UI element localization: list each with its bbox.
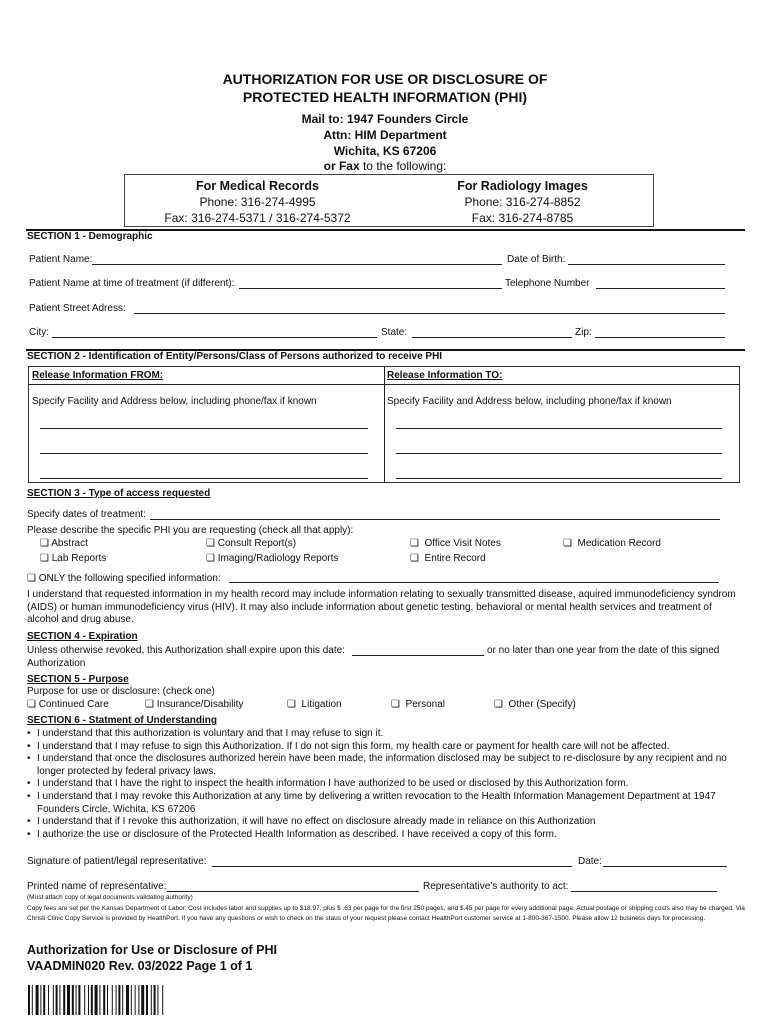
release-info-box [28, 366, 740, 483]
understanding-item: • I understand that I may revoke this Authorization at any time by delivering a written revocation to the Health Information Management Department at 1947 Founders Circle, Wichita, KS 67206 [27, 791, 745, 816]
release-from-line-3[interactable] [40, 478, 368, 479]
understanding-text: I understand that if I revoke this authorization, it will have no effect on disclosure already made in reliance on this Authorization [37, 816, 596, 828]
barcode-icon [28, 985, 224, 1015]
radiology-phone: Phone: 316-274-8852 [464, 195, 581, 209]
fax-lead: or Fax [323, 159, 360, 173]
zip-field[interactable] [595, 337, 725, 338]
checkbox-icon[interactable]: ❏ [391, 699, 400, 710]
purpose-insurance[interactable] [145, 699, 243, 711]
radiology-heading: For Radiology Images [457, 179, 588, 193]
name-at-treatment-field[interactable] [239, 288, 502, 289]
section2-title: SECTION 2 - Identification of Entity/Persons/Class of Persons authorized to receive PHI [27, 351, 443, 362]
form-title-line2: PROTECTED HEALTH INFORMATION (PHI) [242, 89, 528, 105]
understanding-item: • I authorize the use or disclosure of the Protected Health Information as described. I have received a copy of this form. [27, 829, 745, 842]
purpose-other-label: Other (Specify) [508, 699, 576, 710]
medical-records-phone: Phone: 316-274-4995 [199, 195, 316, 209]
checkbox-icon[interactable]: ❏ [410, 538, 419, 549]
release-from-line-1[interactable] [40, 428, 368, 429]
release-to-hint: Specify Facility and Address below, including phone/fax if known [387, 396, 672, 407]
checkbox-icon[interactable]: ❏ [206, 553, 215, 564]
purpose-continued-care[interactable] [27, 699, 109, 711]
understanding-item: • I understand that I may refuse to sign this Authorization. If I do not sign this form, my health care or payment for health care will not be affected. [27, 741, 745, 754]
fax-instruction [0, 159, 770, 174]
attach-note: (Must attach copy of legal documents validating authority) [27, 894, 193, 901]
option-lab-reports-label: Lab Reports [51, 553, 107, 564]
release-from-label: Release Information FROM: [32, 370, 164, 381]
contact-box [124, 174, 654, 227]
purpose-label: Purpose for use or disclosure: (check one) [27, 686, 215, 697]
release-to-line-3[interactable] [396, 478, 722, 479]
checkbox-icon[interactable]: ❏ [287, 699, 296, 710]
purpose-litigation[interactable] [287, 699, 342, 711]
medical-records-heading: For Medical Records [196, 179, 319, 193]
section3-title: SECTION 3 - Type of access requested [27, 488, 211, 499]
purpose-litigation-label: Litigation [301, 699, 342, 710]
patient-name-label: Patient Name: [29, 254, 93, 265]
option-imaging-reports-label: Imaging/Radiology Reports [217, 553, 339, 564]
option-lab-reports[interactable] [40, 553, 106, 565]
understanding-text: I understand that once the disclosures authorized herein have been made, the information disclosed may be subject to re-disclosure by any recipient and no longer protected by federal privacy laws. [37, 753, 727, 777]
release-to-line-1[interactable] [396, 428, 722, 429]
understanding-list [27, 728, 745, 841]
city-label: City: [29, 327, 49, 338]
checkbox-icon[interactable]: ❏ [145, 699, 154, 710]
only-following-label: ONLY the following specified information: [38, 573, 221, 584]
understanding-text: I understand that I have the right to inspect the health information I have authorized to be used or disclosed by this Authorization form. [37, 778, 629, 790]
mail-address-line2: Attn: HIM Department [323, 128, 447, 142]
expiration-text-c: Authorization [27, 658, 86, 669]
radiology-fax: Fax: 316-274-8785 [471, 211, 574, 225]
purpose-personal-label: Personal [405, 699, 445, 710]
understanding-text: I understand that I may refuse to sign this Authorization. If I do not sign this form, my health care or payment for health care will not be affected. [37, 740, 670, 752]
medical-records-contact [125, 178, 390, 226]
dob-label: Date of Birth: [507, 254, 566, 265]
purpose-continued-care-label: Continued Care [38, 699, 109, 710]
dates-of-treatment-label: Specify dates of treatment: [27, 509, 146, 520]
signature-date-label: Date: [578, 856, 602, 867]
purpose-other[interactable] [494, 699, 576, 711]
footer-title: Authorization for Use or Disclosure of PHI [27, 943, 278, 957]
checkbox-icon[interactable]: ❏ [27, 699, 36, 710]
state-label: State: [381, 327, 408, 338]
telephone-label: Telephone Number [505, 278, 590, 289]
checkbox-icon[interactable]: ❏ [563, 538, 572, 549]
signature-field[interactable] [212, 866, 572, 867]
signature-label: Signature of patient/legal representative: [27, 856, 207, 867]
option-medication-record[interactable] [563, 538, 661, 550]
fax-rest: to the following: [359, 159, 447, 173]
telephone-field[interactable] [596, 288, 725, 289]
patient-name-field[interactable] [92, 264, 502, 265]
checkbox-icon[interactable]: ❏ [40, 553, 49, 564]
footer-form-id: VAADMIN020 Rev. 03/2022 Page 1 of 1 [27, 959, 253, 973]
release-box-header-rule [29, 384, 739, 385]
dob-field[interactable] [568, 264, 725, 265]
checkbox-icon[interactable]: ❏ [206, 538, 215, 549]
form-title-line1: AUTHORIZATION FOR USE OR DISCLOSURE OF [222, 71, 548, 87]
checkbox-icon[interactable]: ❏ [494, 699, 503, 710]
option-entire-record[interactable] [410, 553, 486, 565]
street-field[interactable] [134, 313, 725, 314]
state-field[interactable] [412, 337, 572, 338]
option-office-visit-notes-label: Office Visit Notes [424, 538, 501, 549]
understanding-text: I authorize the use or disclosure of the Protected Health Information as described. I have received a copy of this form. [37, 828, 557, 840]
city-field[interactable] [52, 337, 377, 338]
option-entire-record-label: Entire Record [424, 553, 486, 564]
understanding-item: • I understand that I have the right to inspect the health information I have authorized to be used or disclosed by this Authorization form. [27, 778, 745, 791]
describe-phi-label: Please describe the specific PHI you are requesting (check all that apply): [27, 525, 354, 536]
release-from-line-2[interactable] [40, 453, 368, 454]
understanding-text: I understand that this authorization is voluntary and that I may refuse to sign it. [37, 728, 384, 739]
only-following-field[interactable] [229, 582, 719, 583]
authority-field[interactable] [571, 891, 717, 892]
mail-address-line3: Wichita, KS 67206 [333, 144, 437, 158]
section6-title: SECTION 6 - Statment of Understanding [27, 715, 218, 726]
option-only-following[interactable] [27, 573, 221, 585]
copy-fees-note: Copy fees are set per the Kansas Department of Labor. Cost includes labor and supplies up to $18.97, plus $ .63 per page for the first 250 pages, and $.45 per page for every additional page. Actual postage or shipping costs also may be charged. Via Christi Clinic Copy Service is provided by HealthPort. If you have any questions or wish to check on the staus of your request please contact HealthPort customer service at 1-800-367-1500. Please allow 12 business days for processing. [27, 905, 745, 922]
checkbox-icon[interactable]: ❏ [27, 573, 36, 584]
sensitive-info-statement: I understand that requested information in my health record may include information relating to sexually transmitted disease, aquired immunodeficiency syndrom (AIDS) or human immunodeficiency virus (HIV). It may also include information about genetic testing, behavioral or mental health services and treatment of alcohol and drug abuse. [27, 589, 736, 625]
expiration-text-a: Unless otherwise revoked, this Authorization shall expire upon this date: [27, 645, 345, 656]
option-consult-reports-label: Consult Report(s) [217, 538, 297, 549]
section4-title: SECTION 4 - Expiration [27, 631, 138, 642]
purpose-insurance-label: Insurance/Disability [156, 699, 244, 710]
checkbox-icon[interactable]: ❏ [40, 538, 49, 549]
radiology-contact [390, 178, 655, 226]
authority-label: Representative’s authority to act: [423, 881, 569, 892]
option-abstract[interactable] [40, 538, 88, 550]
option-office-visit-notes[interactable] [410, 538, 501, 550]
medical-records-fax: Fax: 316-274-5371 / 316-274-5372 [164, 211, 351, 225]
mail-address-line1: Mail to: 1947 Founders Circle [301, 112, 469, 126]
understanding-item: • I understand that if I revoke this authorization, it will have no effect on disclosure already made in reliance on this Authorization [27, 816, 745, 829]
dates-of-treatment-field[interactable] [150, 519, 720, 520]
name-at-treatment-label: Patient Name at time of treatment (if different): [29, 278, 235, 289]
release-from-hint: Specify Facility and Address below, including phone/fax if known [32, 396, 317, 407]
option-consult-reports[interactable] [206, 538, 296, 550]
section5-title: SECTION 5 - Purpose [27, 674, 129, 685]
release-to-label: Release Information TO: [387, 370, 503, 381]
section1-title: SECTION 1 - Demographic [27, 231, 153, 242]
expiration-date-field[interactable] [352, 655, 484, 656]
option-imaging-reports[interactable] [206, 553, 338, 565]
expiration-text-b: or no later than one year from the date of this signed [487, 645, 720, 656]
signature-date-field[interactable] [603, 866, 727, 867]
printed-name-label: Printed name of representative: [27, 881, 167, 892]
purpose-personal[interactable] [391, 699, 445, 711]
zip-label: Zip: [575, 327, 592, 338]
checkbox-icon[interactable]: ❏ [410, 553, 419, 564]
option-medication-record-label: Medication Record [577, 538, 661, 549]
printed-name-field[interactable] [167, 891, 419, 892]
option-abstract-label: Abstract [51, 538, 88, 549]
understanding-item: • I understand that this authorization is voluntary and that I may refuse to sign it. [27, 728, 745, 741]
understanding-item: • I understand that once the disclosures authorized herein have been made, the information disclosed may be subject to re-disclosure by any recipient and no longer protected by federal privacy laws. [27, 753, 745, 778]
street-label: Patient Street Adress: [29, 303, 126, 314]
release-to-line-2[interactable] [396, 453, 722, 454]
understanding-text: I understand that I may revoke this Authorization at any time by delivering a written revocation to the Health Information Management Department at 1947 Founders Circle, Wichita, KS 67206 [37, 790, 716, 815]
